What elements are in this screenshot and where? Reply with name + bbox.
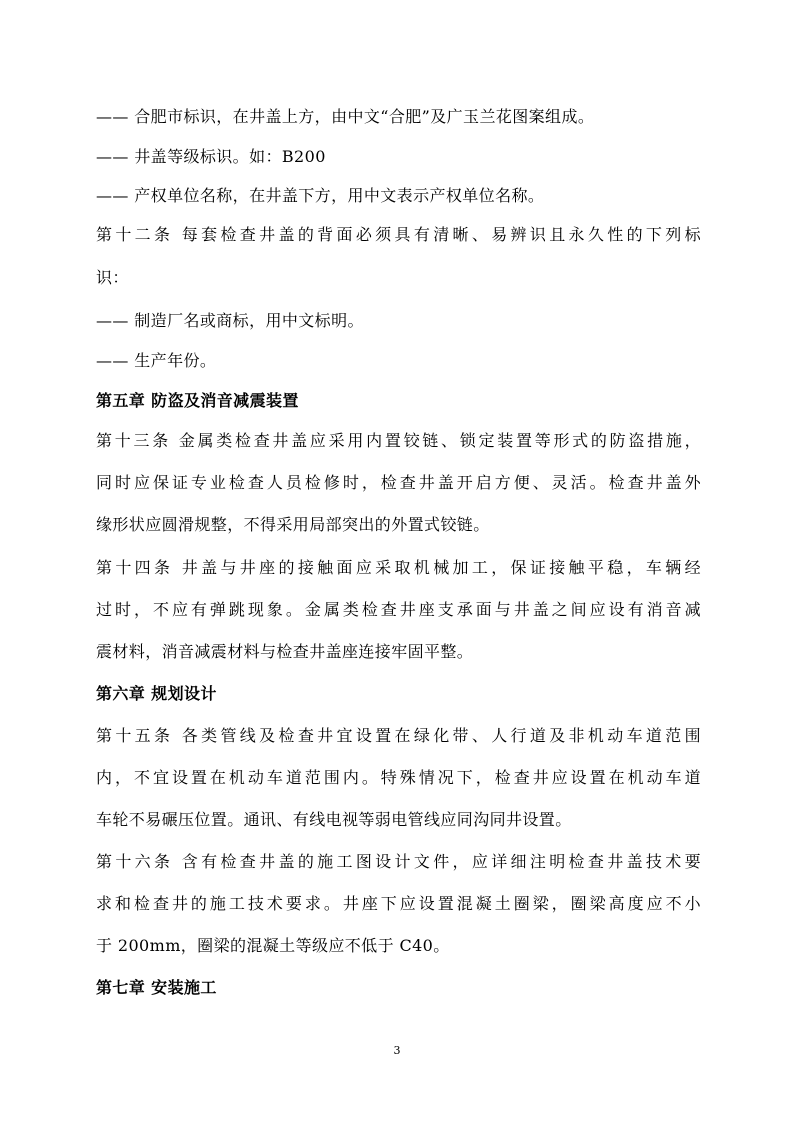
text-line-7: —— 生产年份。 [96,351,217,370]
article-15-line-1: 第十五条 各类管线及检查井宜设置在绿化带、人行道及非机动车道范围 [96,726,701,745]
text-line-1: —— 合肥市标识，在井盖上方，由中文“合肥”及广玉兰花图案组成。 [96,107,595,126]
article-13-line-2: 同时应保证专业检查人员检修时，检查井盖开启方便、灵活。检查井盖外 [96,473,701,492]
page-number: 3 [393,1044,401,1057]
chapter-5-heading: 第五章 防盗及消音减震装置 [96,391,299,410]
article-14-line-2: 过时，不应有弹跳现象。金属类检查井座支承面与井盖之间应设有消音减 [96,600,701,619]
article-13-line-3: 缘形状应圆滑规整，不得采用局部突出的外置式铰链。 [96,515,490,534]
article-16-line-3: 于 200mm，圈梁的混凝土等级应不低于 C40。 [96,936,450,955]
article-16-line-1: 第十六条 含有检查井盖的施工图设计文件，应详细注明检查井盖技术要 [96,852,701,871]
article-14-line-3: 震材料，消音减震材料与检查井盖座连接牢固平整。 [96,642,474,661]
text-line-6: —— 制造厂名或商标，用中文标明。 [96,311,364,330]
article-12-line-2: 识： [96,268,129,287]
chapter-6-heading: 第六章 规划设计 [96,684,217,703]
article-12-line-1: 第十二条 每套检查井盖的背面必须具有清晰、易辨识且永久性的下列标 [96,225,701,244]
text-line-3: —— 产权单位名称，在井盖下方，用中文表示产权单位名称。 [96,186,545,205]
article-15-line-2: 内，不宜设置在机动车道范围内。特殊情况下，检查井应设置在机动车道 [96,768,701,787]
article-14-line-1: 第十四条 井盖与井座的接触面应采取机械加工，保证接触平稳，车辆经 [96,558,701,577]
text-line-2: —— 井盖等级标识。如：B200 [96,147,326,166]
chapter-7-heading: 第七章 安装施工 [96,978,217,997]
article-13-line-1: 第十三条 金属类检查井盖应采用内置铰链、锁定装置等形式的防盗措施， [96,431,701,450]
article-16-line-2: 求和检查井的施工技术要求。井座下应设置混凝土圈梁，圈梁高度应不小 [96,894,701,913]
article-15-line-3: 车轮不易碾压位置。通讯、有线电视等弱电管线应同沟同井设置。 [96,810,572,829]
